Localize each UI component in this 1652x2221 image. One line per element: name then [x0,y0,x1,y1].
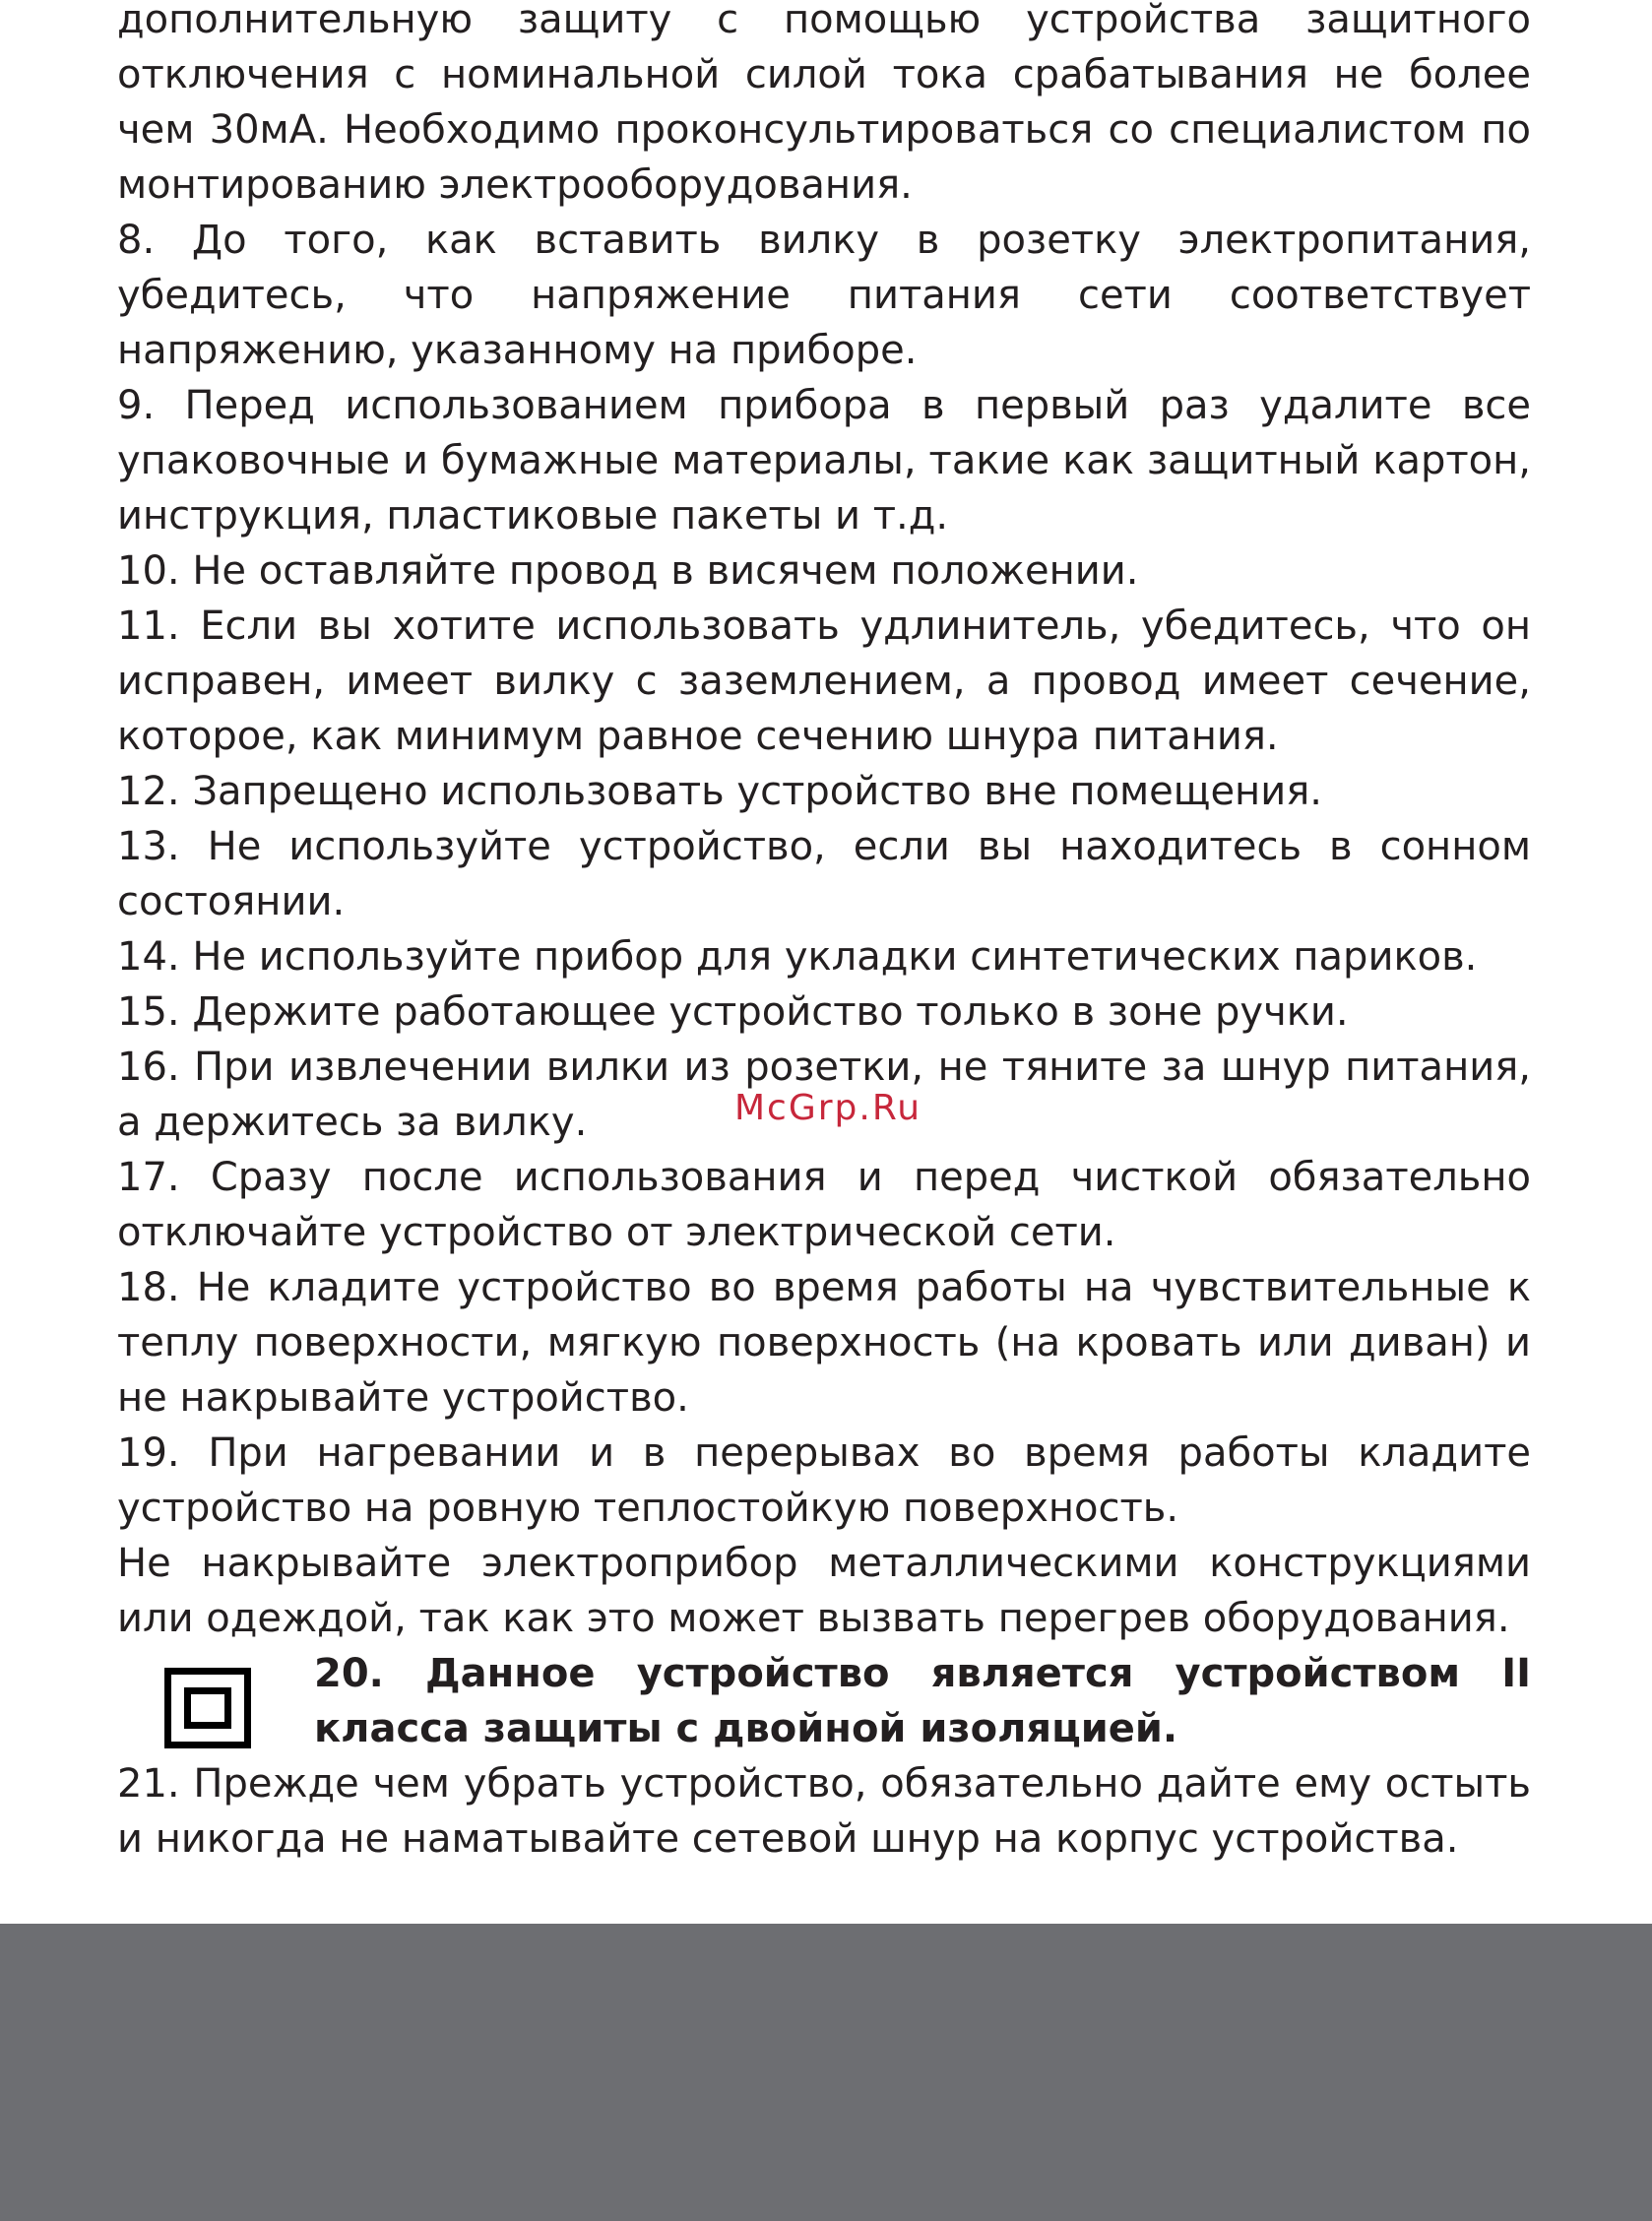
paragraph-item-20: 20. Данное устройство является устройством II класса защиты с двойной изоляцией. [314,1651,1531,1751]
paragraph-item-16: 16. При извлечении вилки из розетки, не тяните за шнур питания, а держитесь за вилку. [117,1045,1531,1145]
footer-band [0,1924,1652,2221]
paragraph-item-17: 17. Сразу после использования и перед чисткой обязательно отключайте устройство от электрической сети. [117,1155,1531,1255]
paragraph-item-9: 9. Перед использованием прибора в первый раз удалите все упаковочные и бумажные материалы, такие как защитный картон, инструкция, пластиковые пакеты и т.д. [117,383,1531,539]
paragraph-item-21: 21. Прежде чем убрать устройство, обязательно дайте ему остыть и никогда не наматывайте сетевой шнур на корпус устройства. [117,1761,1531,1862]
watermark: McGrp.Ru [734,1088,922,1128]
paragraph-item-10: 10. Не оставляйте провод в висячем положении. [117,548,1139,594]
paragraph-item-19: 19. При нагревании и в перерывах во время работы кладите устройство на ровную теплостойкую поверхность. [117,1430,1531,1531]
paragraph-rcd-note: дополнительную защиту с помощью устройства защитного отключения с номинальной силой тока срабатывания не более чем 30мА. Необходимо проконсультироваться со специалистом по монтированию электрооборудования. [117,0,1531,208]
class2-protection-block [117,1646,1531,1756]
double-insulation-square-icon [117,1646,314,1756]
paragraph-item-12: 12. Запрещено использовать устройство вне помещения. [117,769,1322,814]
paragraph-overheat-note: Не накрывайте электроприбор металлическими конструкциями или одеждой, так как это может вызвать перегрев оборудования. [117,1541,1531,1641]
paragraph-item-14: 14. Не используйте прибор для укладки синтетических париков. [117,934,1478,980]
paragraph-item-13: 13. Не используйте устройство, если вы находитесь в сонном состоянии. [117,824,1531,924]
paragraph-item-11: 11. Если вы хотите использовать удлинитель, убедитесь, что он исправен, имеет вилку с заземлением, а провод имеет сечение, которое, как минимум равное сечению шнура питания. [117,603,1531,759]
paragraph-item-18: 18. Не кладите устройство во время работы на чувствительные к теплу поверхности, мягкую поверхность (на кровать или диван) и не накрывайте устройство. [117,1265,1531,1421]
paragraph-item-15: 15. Держите работающее устройство только в зоне ручки. [117,989,1349,1035]
safety-instructions [117,0,1531,1867]
paragraph-item-8: 8. До того, как вставить вилку в розетку электропитания, убедитесь, что напряжение питания сети соответствует напряжению, указанному на приборе. [117,218,1531,373]
